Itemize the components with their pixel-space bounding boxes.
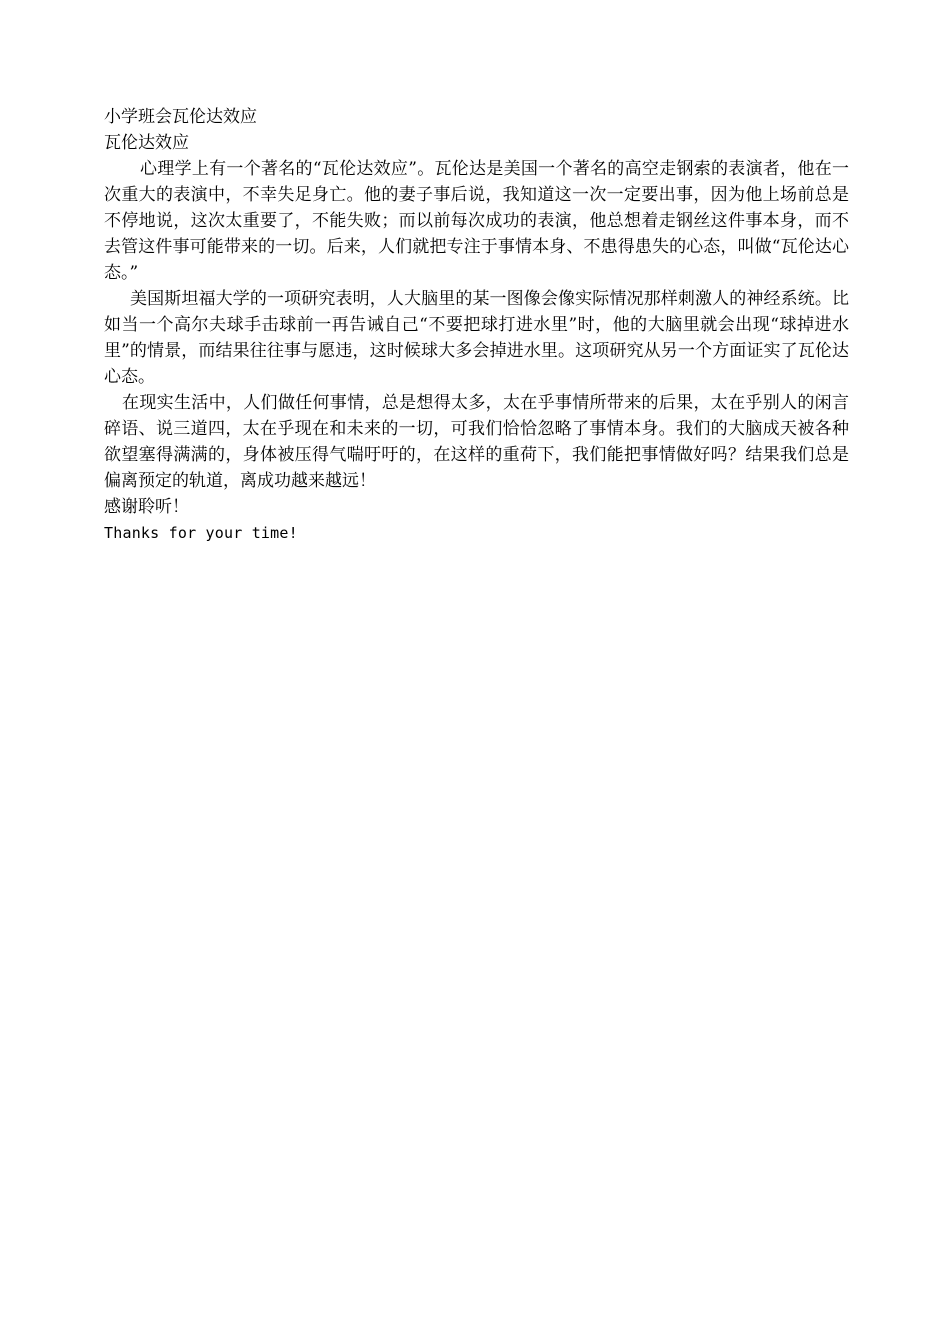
document-title: 小学班会瓦伦达效应 [104,107,257,127]
paragraph-wallenda-story: 心理学上有一个著名的“瓦伦达效应”。瓦伦达是美国一个著名的高空走钢索的表演者，他在一次重大的表演中，不幸失足身亡。他的妻子事后说，我知道这一次一定要出事，因为他上场前总是不停地说，这次太重要了，不能失败；而以前每次成功的表演，他总想着走钢丝这件事本身，而不去管这件事可能带来的一切。后来，人们就把专注于事情本身、不患得患失的心态，叫做“瓦伦达心态。” [104,159,849,283]
thanks-english: Thanks for your time! [104,524,298,542]
thanks-chinese: 感谢聆听！ [104,497,189,517]
paragraph-stanford-research: 美国斯坦福大学的一项研究表明，人大脑里的某一图像会像实际情况那样刺激人的神经系统。比如当一个高尔夫球手击球前一再告诫自己“不要把球打进水里”时，他的大脑里就会出现“球掉进水里”的情景，而结果往往事与愿违，这时候球大多会掉进水里。这项研究从另一个方面证实了瓦伦达心态。 [104,289,849,387]
document-page [104,104,849,546]
paragraph-real-life: 在现实生活中，人们做任何事情，总是想得太多，太在乎事情所带来的后果，太在乎别人的闲言碎语、说三道四，太在乎现在和未来的一切，可我们恰恰忽略了事情本身。我们的大脑成天被各种欲望塞得满满的，身体被压得气喘吁吁的，在这样的重荷下，我们能把事情做好吗？结果我们总是偏离预定的轨道，离成功越来越远！ [104,393,849,491]
document-subtitle: 瓦伦达效应 [104,133,189,153]
